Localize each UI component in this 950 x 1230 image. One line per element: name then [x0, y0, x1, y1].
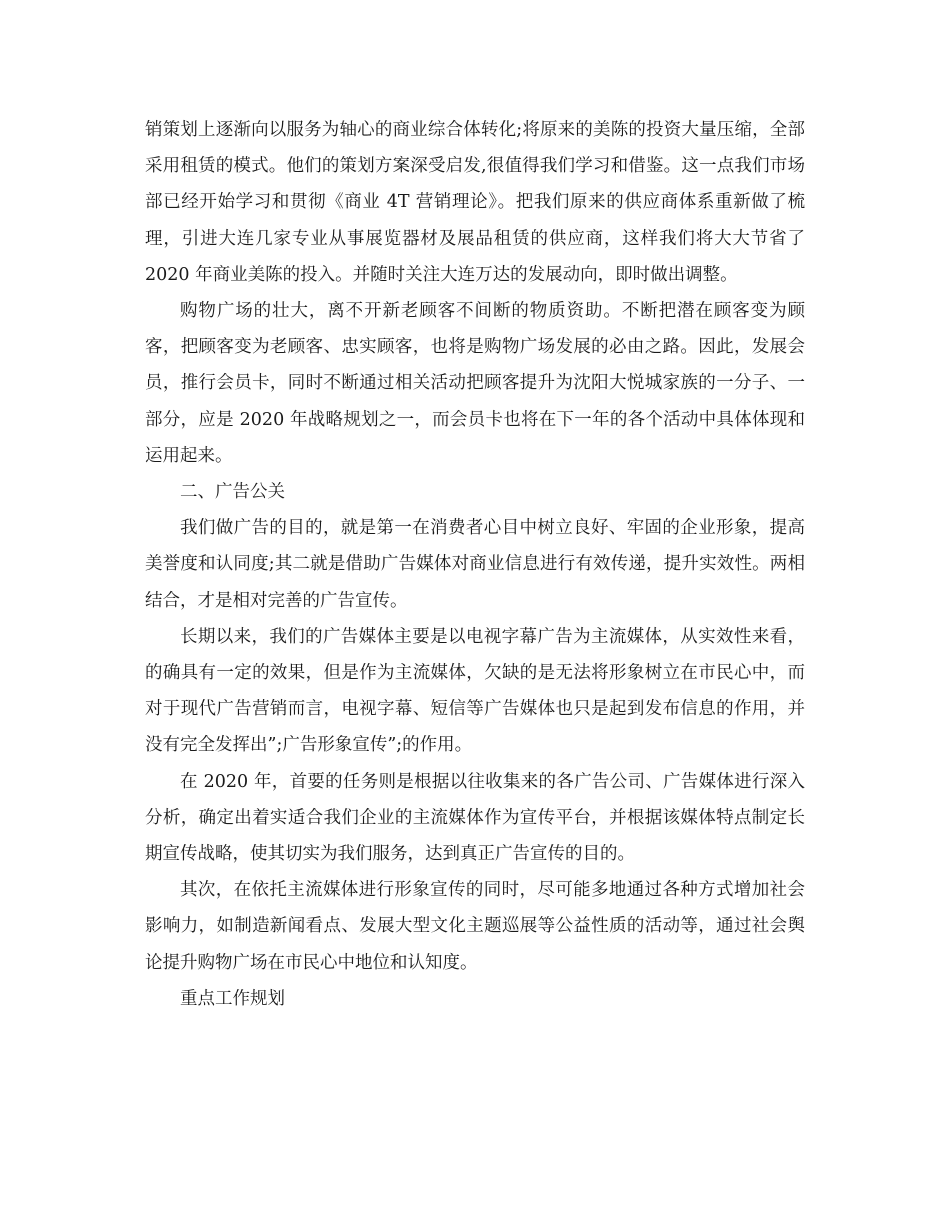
paragraph-ad-influence: 其次，在依托主流媒体进行形象宣传的同时，尽可能多地通过各种方式增加社会影响力，如制造新闻看点、发展大型文化主题巡展等公益性质的活动等，通过社会舆论提升购物广场在市民心中地位和认知度。 — [145, 880, 805, 973]
paragraph-ad-purpose: 我们做广告的目的，就是第一在消费者心目中树立良好、牢固的企业形象，提高美誉度和认同度;其二就是借助广告媒体对商业信息进行有效传递，提升实效性。两相结合，才是相对完善的广告宣传。 — [145, 518, 805, 611]
section-heading-key-work: 重点工作规划 — [180, 988, 285, 1009]
document-body — [145, 112, 805, 1017]
paragraph-ad-history: 长期以来，我们的广告媒体主要是以电视字幕广告为主流媒体，从实效性来看，的确具有一定的效果，但是作为主流媒体，欠缺的是无法将形象树立在市民心中，而对于现代广告营销而言，电视字幕、短信等广告媒体也只是起到发布信息的作用，并没有完全发挥出”;广告形象宣传”;的作用。 — [145, 626, 805, 756]
section-heading-advertising: 二、广告公关 — [180, 482, 285, 503]
paragraph-members: 购物广场的壮大，离不开新老顾客不间断的物质资助。不断把潜在顾客变为顾客，把顾客变为老顾客、忠实顾客，也将是购物广场发展的必由之路。因此，发展会员，推行会员卡，同时不断通过相关活动把顾客提升为沈阳大悦城家族的一分子、一部分，应是 2020 年战略规划之一，而会员卡也将在下一年的各个活动中具体体现和运用起来。 — [145, 301, 805, 466]
paragraph-ad-2020-plan: 在 2020 年，首要的任务则是根据以往收集来的各广告公司、广告媒体进行深入分析，确定出着实适合我们企业的主流媒体作为宣传平台，并根据该媒体特点制定长期宣传战略，使其切实为我们服务，达到真正广告宣传的目的。 — [145, 771, 805, 865]
paragraph-continuation: 销策划上逐渐向以服务为轴心的商业综合体转化;将原来的美陈的投资大量压缩，全部采用租赁的模式。他们的策划方案深受启发,很值得我们学习和借鉴。这一点我们市场部已经开始学习和贯彻《商业 4T 营销理论》。把我们原来的供应商体系重新做了梳理，引进大连几家专业从事展览器材及展品租赁的供应商，这样我们将大大节省了 2020 年商业美陈的投入。并随时关注大连万达的发展动向，即时做出调整。 — [145, 120, 805, 285]
